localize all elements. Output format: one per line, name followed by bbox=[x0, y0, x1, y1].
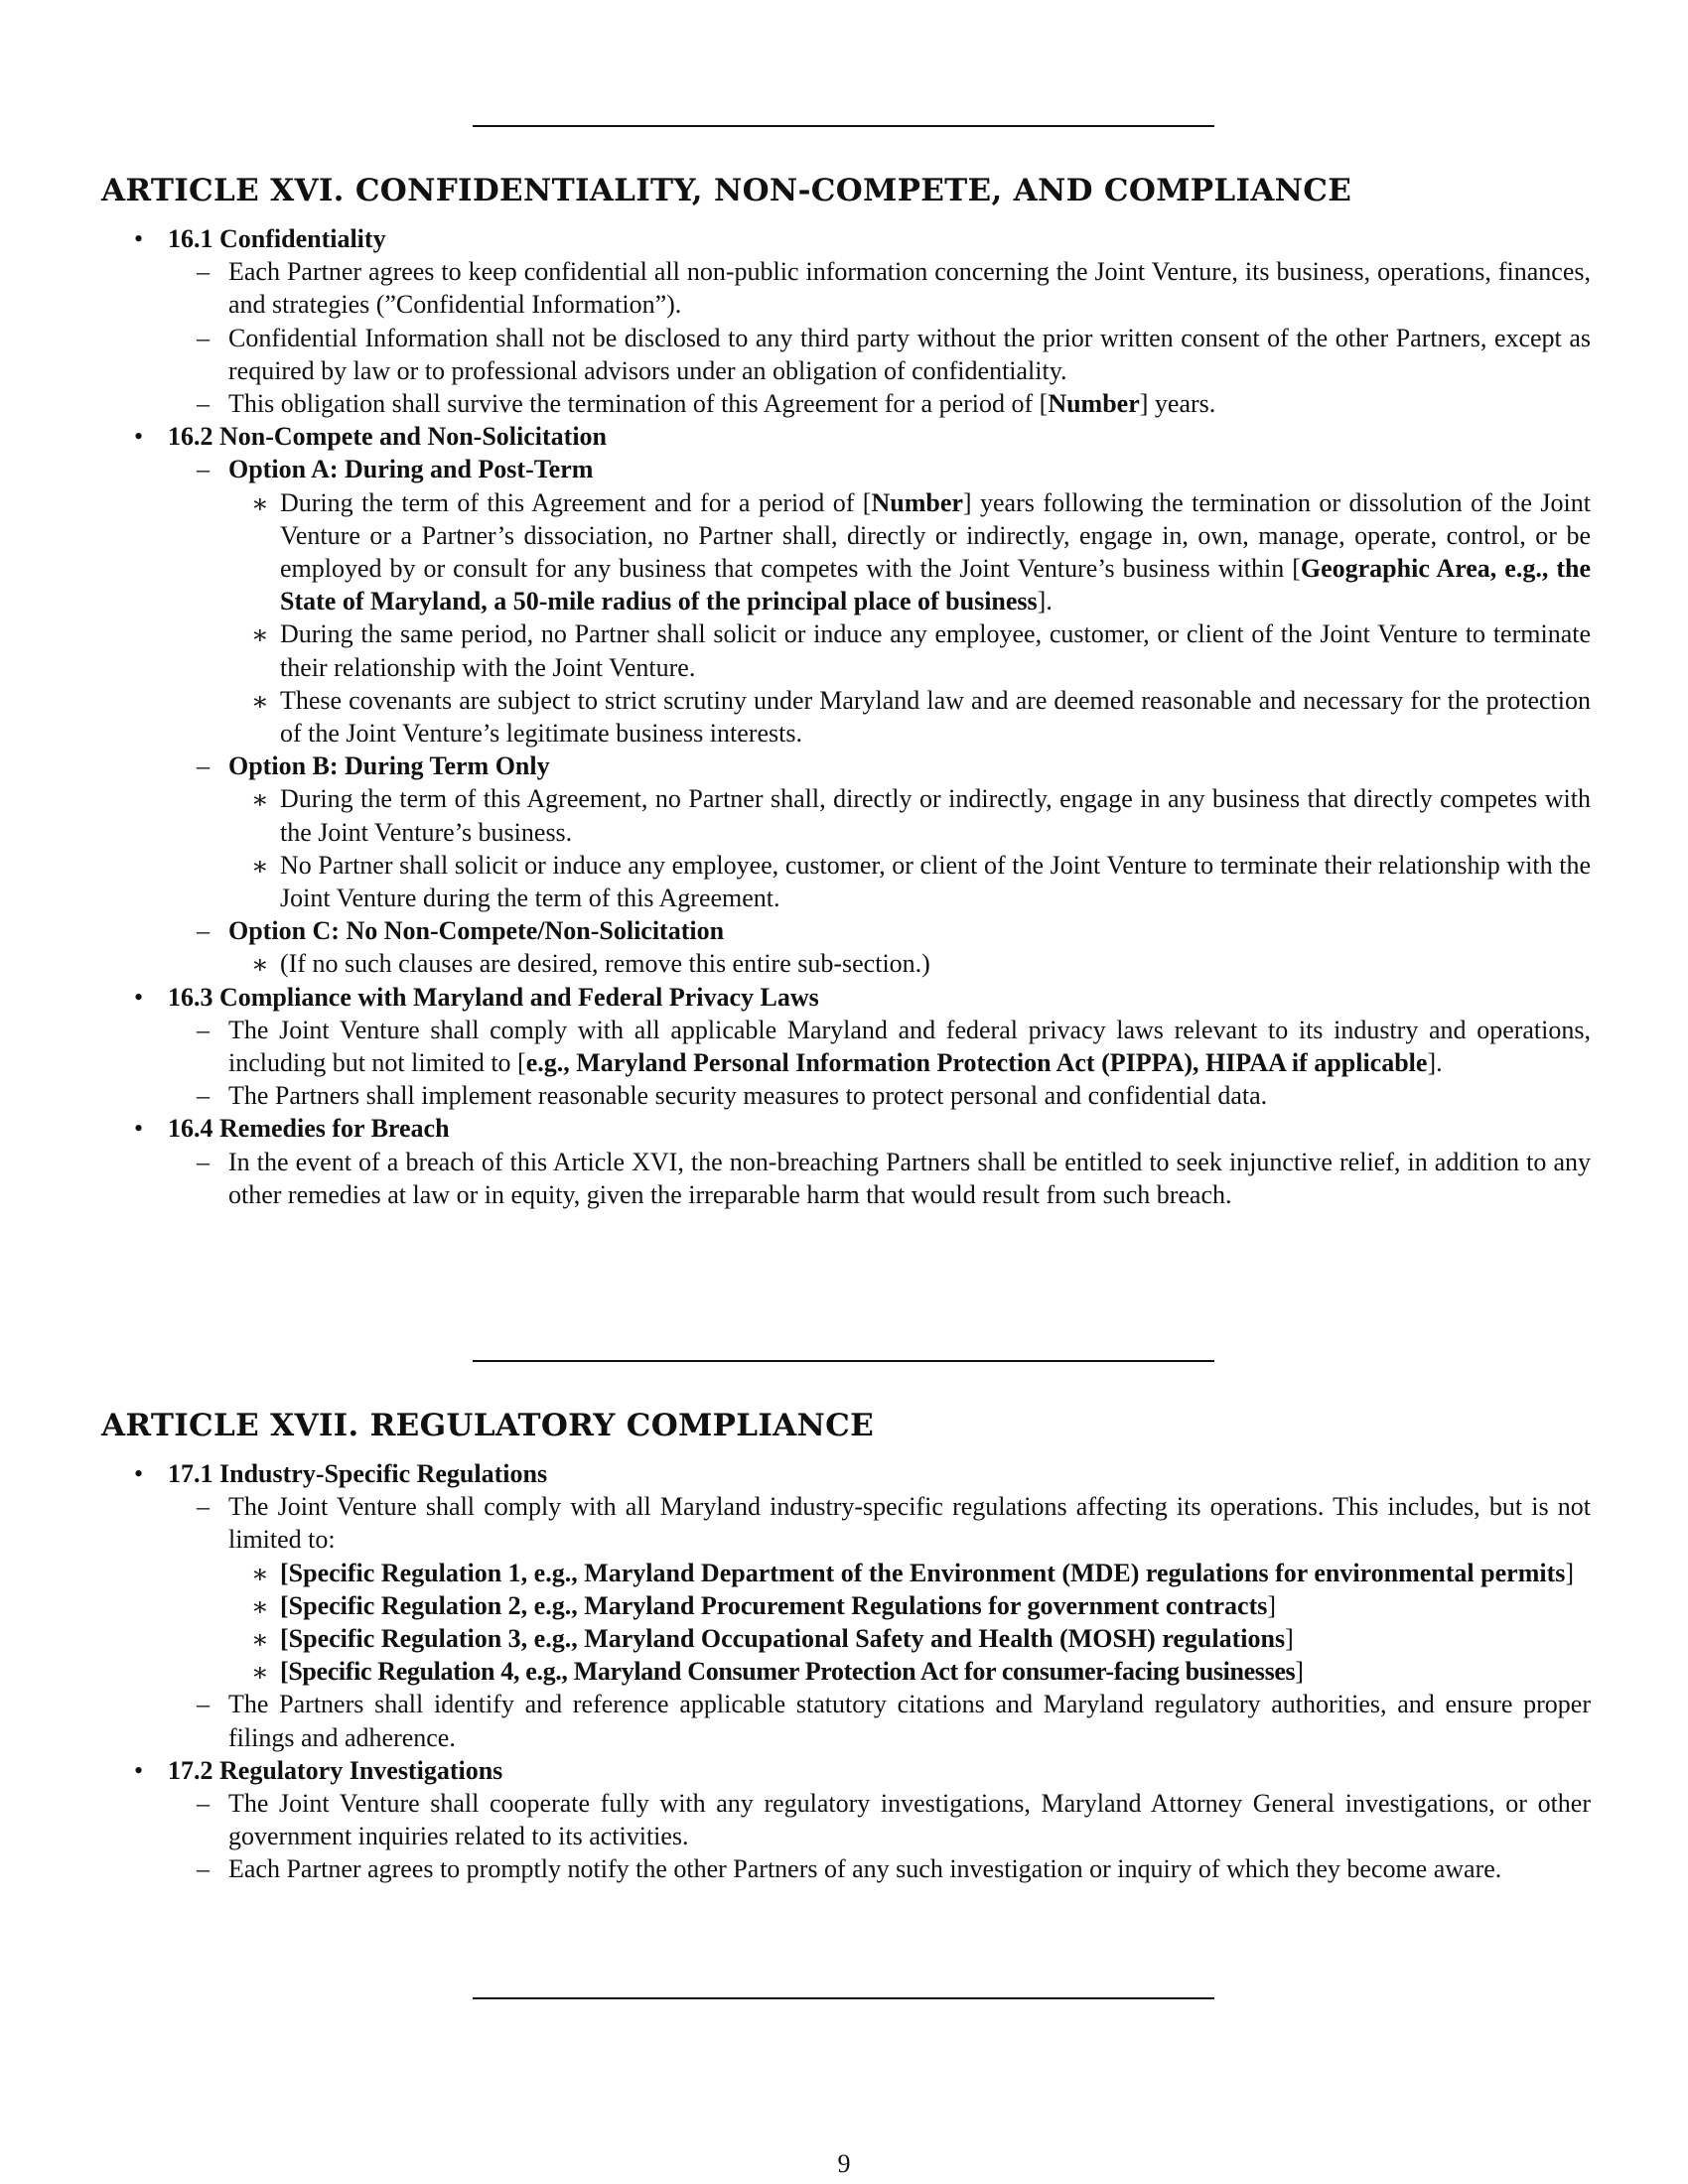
dash-marker: – bbox=[197, 1492, 210, 1522]
dash-marker: – bbox=[197, 916, 210, 946]
bullet-marker: • bbox=[134, 982, 144, 1012]
list-item bbox=[101, 684, 1591, 750]
option-a-title: Option A: During and Post-Term bbox=[228, 455, 594, 484]
article-16 bbox=[101, 171, 1591, 1211]
item-text: ] years following the termination or dissolution of the Joint Venture or a Partner’s dissociation, no Partner shall, directly or indirectly, engage in, own, manage, operate, control, or be employed by or consult for any business that competes with the Joint Venture’s business within [ bbox=[280, 487, 1591, 584]
regulation-text: Specific Regulation 3, e.g., Maryland Occupational Safety and Health (MOSH) regulations bbox=[288, 1624, 1286, 1654]
list-item bbox=[101, 782, 1591, 848]
star-marker: ∗ bbox=[251, 1559, 269, 1588]
item-text: The Partners shall implement reasonable security measures to protect personal and confidential data. bbox=[228, 1081, 1268, 1111]
dash-marker: – bbox=[197, 389, 210, 419]
section-17-1-title: 17.1 Industry-Specific Regulations bbox=[168, 1459, 548, 1488]
item-text: During the same period, no Partner shall solicit or induce any employee, customer, or client of the Joint Venture to terminate their relationship with the Joint Venture. bbox=[280, 619, 1591, 682]
list-item bbox=[101, 617, 1591, 683]
dash-marker: – bbox=[197, 751, 210, 781]
bracket: [ bbox=[280, 1558, 289, 1587]
item-text: ]. bbox=[1037, 587, 1053, 616]
section-16-1-title: 16.1 Confidentiality bbox=[168, 224, 386, 253]
item-text: During the term of this Agreement and for a period of [ bbox=[280, 487, 872, 517]
section-17-1 bbox=[101, 1457, 1591, 1490]
bullet-marker: • bbox=[134, 1459, 144, 1488]
item-text: The Joint Venture shall cooperate fully with any regulatory investigations, Maryland Attorney General investigations, or other government inquiries related to its activities. bbox=[228, 1789, 1591, 1851]
star-marker: ∗ bbox=[251, 785, 269, 815]
list-item bbox=[101, 1490, 1591, 1556]
option-b-heading bbox=[101, 750, 1591, 782]
item-text: This obligation shall survive the termination of this Agreement for a period of [ bbox=[228, 389, 1049, 419]
star-marker: ∗ bbox=[251, 1591, 269, 1621]
regulation-item bbox=[101, 1557, 1591, 1589]
bracket: [ bbox=[280, 1590, 289, 1620]
bracket: [ bbox=[280, 1624, 289, 1654]
section-16-3 bbox=[101, 981, 1591, 1014]
item-text: No Partner shall solicit or induce any employee, customer, or client of the Joint Venture to terminate their relationship with the Joint Venture during the term of this Agreement. bbox=[280, 850, 1591, 913]
bullet-marker: • bbox=[134, 224, 144, 253]
dash-marker: – bbox=[197, 1081, 210, 1111]
dash-marker: – bbox=[197, 1854, 210, 1884]
option-a-heading bbox=[101, 453, 1591, 485]
list-item bbox=[101, 1787, 1591, 1852]
item-text: ] years. bbox=[1139, 389, 1216, 419]
item-text: These covenants are subject to strict scrutiny under Maryland law and are deemed reasonable and necessary for the protection of the Joint Venture’s legitimate business interests. bbox=[280, 685, 1591, 749]
dash-marker: – bbox=[197, 1147, 210, 1176]
item-text: In the event of a breach of this Article XVI, the non-breaching Partners shall be entitled to seek injunctive relief, in addition to any other remedies at law or in equity, given the irreparable harm that would result from such breach. bbox=[228, 1147, 1591, 1209]
article-17-title: ARTICLE XVII. REGULATORY COMPLIANCE bbox=[101, 1408, 875, 1443]
star-marker: ∗ bbox=[251, 950, 269, 980]
item-text: The Joint Venture shall comply with all applicable Maryland and federal privacy laws relevant to its industry and operations, including but not limited to [ bbox=[228, 1015, 1591, 1078]
list-item bbox=[101, 255, 1591, 321]
item-text: (If no such clauses are desired, remove this entire sub-section.) bbox=[280, 949, 930, 979]
option-c-title: Option C: No Non-Compete/Non-Solicitation bbox=[228, 916, 725, 946]
list-item bbox=[101, 1688, 1591, 1753]
placeholder-text: Geographic Area, e.g., the State of Maryland, a 50-mile radius of the principal place of business bbox=[280, 554, 1591, 616]
dash-marker: – bbox=[197, 1015, 210, 1044]
regulation-item bbox=[101, 1622, 1591, 1655]
bracket: ] bbox=[1295, 1657, 1304, 1687]
regulation-text: Specific Regulation 4, e.g., Maryland Consumer Protection Act for consumer-facing businesses bbox=[288, 1657, 1296, 1687]
list-item bbox=[101, 849, 1591, 914]
list-item bbox=[101, 1079, 1591, 1112]
section-17-2 bbox=[101, 1754, 1591, 1787]
item-text: Each Partner agrees to promptly notify the other Partners of any such investigation or inquiry of which they become aware. bbox=[228, 1854, 1502, 1884]
bullet-marker: • bbox=[134, 422, 144, 452]
list-item bbox=[101, 1146, 1591, 1211]
item-text: Each Partner agrees to keep confidential all non-public information concerning the Joint Venture, its business, operations, finances, and strategies (”Confidential Information”). bbox=[228, 257, 1591, 320]
star-marker: ∗ bbox=[251, 1625, 269, 1655]
placeholder-text: Number bbox=[1048, 389, 1140, 419]
bullet-marker: • bbox=[134, 1114, 144, 1144]
star-marker: ∗ bbox=[251, 488, 269, 518]
dash-marker: – bbox=[197, 455, 210, 484]
bracket: ] bbox=[1267, 1590, 1277, 1620]
list-item bbox=[101, 1014, 1591, 1079]
bracket: [ bbox=[280, 1657, 289, 1687]
regulation-text: Specific Regulation 1, e.g., Maryland Department of the Environment (MDE) regulations for environmental permits bbox=[288, 1558, 1566, 1587]
horizontal-rule bbox=[473, 1360, 1214, 1362]
option-c-heading bbox=[101, 914, 1591, 947]
bullet-marker: • bbox=[134, 1755, 144, 1785]
option-b-title: Option B: During Term Only bbox=[228, 751, 550, 781]
item-text: The Partners shall identify and reference applicable statutory citations and Maryland regulatory authorities, and ensure proper filings and adherence. bbox=[228, 1690, 1591, 1752]
article-16-title: ARTICLE XVI. CONFIDENTIALITY, NON-COMPETE, AND COMPLIANCE bbox=[101, 173, 1352, 208]
regulation-item bbox=[101, 1589, 1591, 1622]
section-16-2-title: 16.2 Non-Compete and Non-Solicitation bbox=[168, 422, 608, 452]
dash-marker: – bbox=[197, 1789, 210, 1819]
dash-marker: – bbox=[197, 1690, 210, 1719]
star-marker: ∗ bbox=[251, 1658, 269, 1688]
item-text: ]. bbox=[1427, 1048, 1443, 1078]
list-item bbox=[101, 387, 1591, 420]
regulation-text: Specific Regulation 2, e.g., Maryland Procurement Regulations for government contracts bbox=[288, 1590, 1268, 1620]
star-marker: ∗ bbox=[251, 620, 269, 650]
list-item bbox=[101, 486, 1591, 618]
list-item bbox=[101, 322, 1591, 387]
article-17 bbox=[101, 1406, 1591, 1886]
horizontal-rule bbox=[473, 1997, 1214, 1999]
section-16-4 bbox=[101, 1112, 1591, 1145]
page-number: 9 bbox=[837, 2149, 851, 2178]
dash-marker: – bbox=[197, 323, 210, 352]
section-16-1 bbox=[101, 222, 1591, 255]
placeholder-text: e.g., Maryland Personal Information Protection Act (PIPPA), HIPAA if applicable bbox=[525, 1048, 1428, 1078]
list-item bbox=[101, 947, 1591, 980]
section-16-2 bbox=[101, 420, 1591, 453]
section-17-2-title: 17.2 Regulatory Investigations bbox=[168, 1755, 503, 1785]
star-marker: ∗ bbox=[251, 686, 269, 716]
placeholder-text: Number bbox=[871, 487, 963, 517]
bracket: ] bbox=[1565, 1558, 1575, 1587]
star-marker: ∗ bbox=[251, 851, 269, 881]
section-16-3-title: 16.3 Compliance with Maryland and Federal Privacy Laws bbox=[168, 982, 819, 1012]
regulation-item bbox=[101, 1655, 1591, 1688]
list-item bbox=[101, 1852, 1591, 1885]
section-16-4-title: 16.4 Remedies for Breach bbox=[168, 1114, 450, 1144]
dash-marker: – bbox=[197, 257, 210, 287]
bracket: ] bbox=[1285, 1624, 1294, 1654]
item-text: The Joint Venture shall comply with all Maryland industry-specific regulations affecting its operations. This includes, but is not limited to: bbox=[228, 1492, 1591, 1555]
horizontal-rule bbox=[473, 125, 1214, 127]
item-text: Confidential Information shall not be disclosed to any third party without the prior written consent of the other Partners, except as required by law or to professional advisors under an obligation of confidentiality. bbox=[228, 323, 1591, 385]
item-text: During the term of this Agreement, no Partner shall, directly or indirectly, engage in any business that directly competes with the Joint Venture’s business. bbox=[280, 784, 1591, 847]
